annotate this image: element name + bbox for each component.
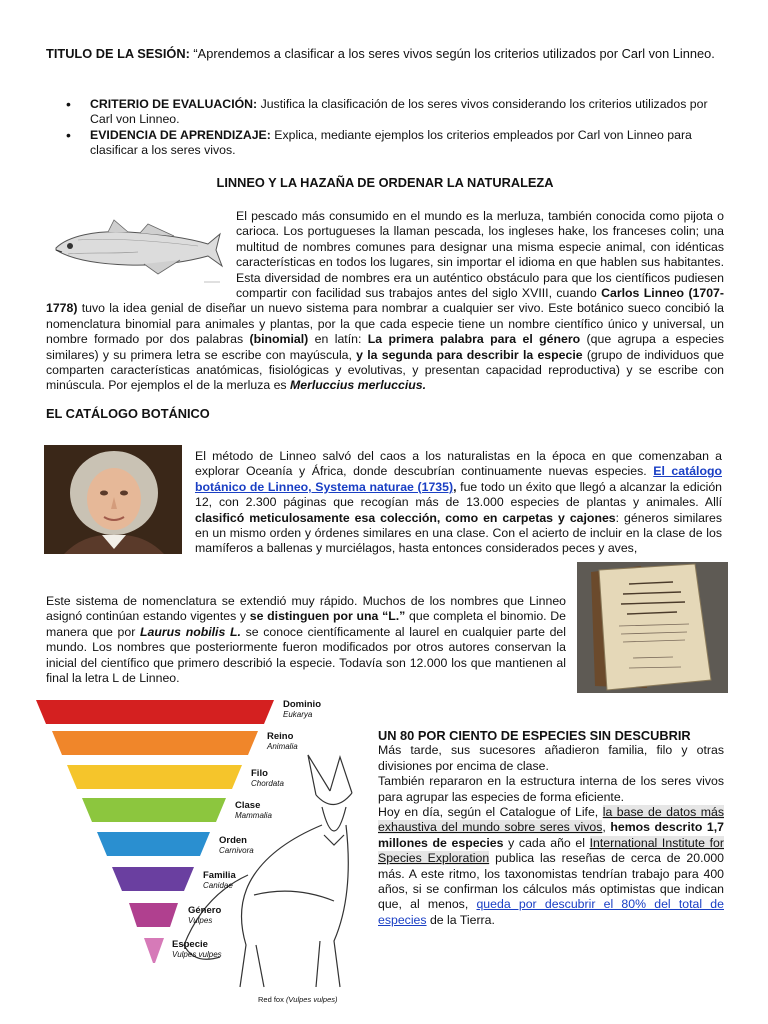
evidence-label: EVIDENCIA DE APRENDIZAJE: [90,127,271,142]
pyramid-level-orden [97,832,210,856]
rank-example: Vulpes vulpes [172,950,222,959]
pyramid-level-especie [144,938,164,963]
paragraph-successors: Más tarde, sus sucesores añadieron familia, filo y otras divisiones por encima de clase. [378,743,724,773]
rank-example: Carnivora [219,846,254,855]
paragraph-linneo [46,209,724,394]
text-fragment: El pescado más consumido en el mundo es la merluza, también conocida como pijota o carioca. Los portugueses la llaman pescada, los ingleses hake, los franceses colin; una multitud de nombres comunes para designar una misma especie animal, con idénticas características en todos los lugares, sin importar el idioma en que hablen sus habitantes. Esta diversidad de nombres era un auténtico obstáculo para que los científicos pudiesen compartir con facilidad sus trabajos antes del siglo XVIII, cuando [236,209,724,301]
taxonomy-label-dominio [283,700,321,719]
systema-naturae-book-photo [577,562,728,693]
list-item [46,128,726,159]
pyramid-level-reino [52,731,258,755]
paragraph-nomenclatura [46,594,566,686]
linnaeus-portrait [44,445,182,554]
rank-name: Género [188,905,222,916]
pyramid-level-clase [82,798,226,822]
caption-text: Red fox [258,995,286,1004]
paragraph-structure: También repararon en la estructura interna de los seres vivos para agrupar las especies de forma eficiente. [378,774,724,804]
text-fragment: Este sistema de nomenclatura se extendió muy rápido. Muchos de los nombres que Linneo asignó continúan estando vigentes y [46,594,566,624]
merluza-species-name: Merluccius merluccius. [290,378,427,393]
rank-name: Reino [267,731,294,742]
section-heading-linneo: LINNEO Y LA HAZAÑA DE ORDENAR LA NATURALEZA [216,175,554,190]
taxonomy-pyramid [34,695,370,1011]
linneo-name: Carlos Linneo (1707-1778) [46,286,724,316]
binomial-term: (binomial) [249,332,309,347]
rank-name: Dominio [283,699,321,710]
classification-highlight: clasificó meticulosamente esa colección, como en carpetas y cajones [195,510,616,525]
rank-name: Familia [203,870,236,881]
pyramid-level-dominio [36,700,274,724]
rank-example: Animalia [267,742,298,751]
taxonomy-label-clase [235,801,272,820]
text-fragment: : géneros similares en un mismo orden y órdenes similares en una clase. Con el acierto de incluir en la clase de los mamíferos a ballenas y murciélagos, hasta entonces considerados peces y aves, [195,510,722,556]
paragraph-catalogue-of-life [378,805,724,928]
described-species-count: hemos descrito 1,7 millones de especies [378,820,724,850]
session-title [46,46,726,62]
portrait-icon [44,445,182,554]
section-heading-catalogo: EL CATÁLOGO BOTÁNICO [46,406,210,421]
rank-example: Eukarya [283,710,313,719]
species-rule: y la segunda para describir la especie [356,347,583,362]
session-title-text: “Aprendemos a clasificar a los seres vivos según los criterios utilizados por Carl von Linneo. [189,46,715,61]
section-heading-especies: UN 80 POR CIENTO DE ESPECIES SIN DESCUBRIR [378,728,691,743]
undiscovered-species-link[interactable]: queda por descubrir el 80% del total de especies [378,897,724,927]
rank-example: Mammalia [235,811,272,820]
rank-name: Filo [251,768,268,779]
text-fragment: en latín: [308,332,368,347]
evidence-text: Explica, mediante ejemplos los criterios empleados por Carl von Linneo para clasificar a los seres vivos. [90,127,692,158]
text-fragment: se conoce científicamente al laurel en cualquier parte del mundo. Los nombres que posteriormente fueron modificados por otros autores conservan la inicial del científico que primero describió la especie. Todavía son 12.000 los que mantienen al final la letra L de Linneo. [46,624,566,686]
rank-example: Vulpes [188,916,213,925]
criteria-list [46,97,726,159]
criteria-text: Justifica la clasificación de los seres vivos considerando los criterios utilizados por Carl von Linneo. [90,97,708,127]
pyramid-level-familia [112,867,194,891]
rank-example: Chordata [251,779,284,788]
text-fragment: , [453,479,457,494]
list-item [46,97,726,128]
systema-naturae-link[interactable]: El catálogo botánico de Linneo, Systema naturae (1735) [195,464,722,494]
section-species [378,728,724,928]
taxonomy-diagram [34,695,370,1011]
catalogue-of-life-link[interactable]: la base de datos más exhaustiva del mundo sobre seres vivos [378,805,724,835]
text-fragment: fue todo un éxito que llegó a alcanzar la edición 12, con 2.300 páginas que recogían más de 13.000 especies de plantas y animales. Allí [195,479,722,510]
text-fragment: El método de Linneo salvó del caos a los naturalistas en la época en que comenzaban a explorar Oceanía y África, donde descubrían continuamente nuevas especies. [195,449,722,479]
text-fragment: Hoy en día, según el Catalogue of Life, [378,805,603,820]
rank-name: Orden [219,835,247,846]
book-icon [577,562,728,693]
pyramid-level-filo [67,765,242,789]
text-fragment: que completa el binomio. De manera que por [46,609,567,639]
criteria-label: CRITERIO DE EVALUACIÓN: [90,97,258,111]
taxonomy-label-genero [188,906,221,925]
paragraph-catalogo [195,449,722,557]
text-fragment: publica las reseñas de cerca de 20.000 más. A este ritmo, los taxonomistas tendrían trabajo para 400 años, si se confirman los cálculos más optimistas que indican que, al menos, [378,851,725,912]
text-fragment: y cada año el [503,835,590,850]
taxonomy-label-familia [203,871,236,890]
l-distinction: se distinguen por una “L.” [249,609,406,624]
session-title-label: TITULO DE LA SESIÓN: [46,46,190,61]
iise-link[interactable]: International Institute for Species Exploration [378,835,724,866]
taxonomy-label-especie [172,940,222,959]
genus-rule: La primera palabra para el género [367,332,581,347]
text-fragment: de la Tierra. [426,912,495,927]
text-fragment: , [602,820,611,835]
text-fragment: (grupo de individuos que comparten características anatómicas, fisiológicas y evolutivas, y presentan capacidad reproductiva) y se escribe con minúscula. Por ejemplos el de la merluza es [46,347,724,393]
rank-name: Clase [235,800,261,811]
rank-name: Especie [172,939,208,950]
laurus-species-name: Laurus nobilis L. [140,624,241,639]
rank-example: Canidae [203,881,233,890]
text-fragment: (que agrupa a especies similares) y su primera letra se escribe con mayúscula, [46,332,724,362]
taxonomy-label-reino [267,732,298,751]
taxonomy-label-filo [251,769,284,788]
text-fragment: tuvo la idea genial de diseñar un nuevo sistema para nombrar a cualquier ser vivo. Este botánico sueco concibió la nomenclatura binomial para animales y plantas, por la que cada especie tiene un nombre científico único y universal, un nombre formado por dos palabras [46,301,724,347]
fox-caption [258,995,338,1004]
taxonomy-label-orden [219,836,254,855]
pyramid-level-genero [129,903,178,927]
caption-species: (Vulpes vulpes) [285,995,338,1004]
